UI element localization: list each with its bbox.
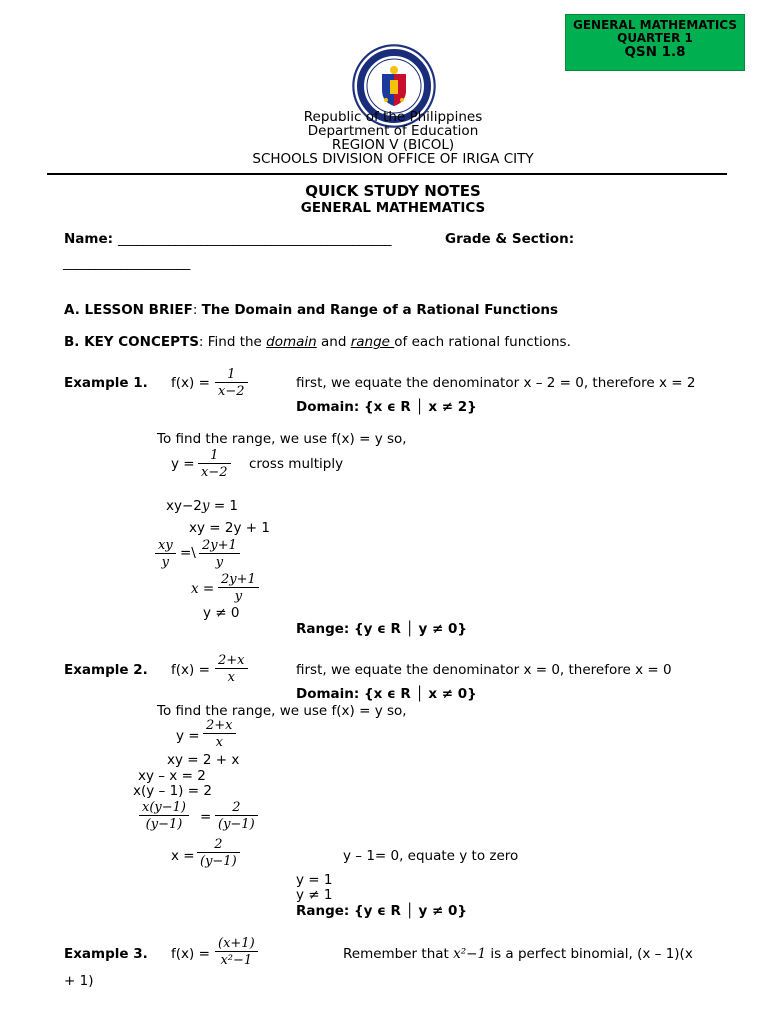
- fraction-denominator: y: [199, 553, 240, 570]
- note-text: Remember that: [343, 946, 454, 962]
- page-title: QUICK STUDY NOTES: [305, 182, 481, 200]
- example3-f: f(x) =: [171, 946, 210, 962]
- step-text: = 1: [209, 498, 239, 514]
- example3-label: Example 3.: [64, 946, 148, 962]
- badge-code: QSN 1.8: [624, 44, 686, 60]
- fraction-denominator: (y−1): [139, 815, 189, 832]
- example2-step2: xy – x = 2: [138, 768, 206, 784]
- example3-note: [343, 946, 693, 962]
- example1-label: Example 1.: [64, 375, 148, 391]
- quarter-badge: [565, 14, 745, 71]
- example1-step5: y ≠ 0: [203, 605, 240, 621]
- example1-step4-fraction: [218, 572, 259, 604]
- example2-note: first, we equate the denominator x = 0, therefore x = 0: [296, 662, 672, 678]
- example2-f: f(x) =: [171, 662, 210, 678]
- fraction-denominator: y: [218, 587, 259, 604]
- fraction-denominator: x−2: [215, 382, 248, 399]
- header-republic: Republic of the Philippines: [303, 109, 483, 125]
- example1-y-eq: y =: [171, 456, 195, 472]
- example1-step2: xy = 2y + 1: [189, 520, 270, 536]
- example2-y-eq: y =: [176, 728, 200, 744]
- key-concepts-text3: of each rational functions.: [394, 334, 571, 350]
- example2-step5-note: y – 1= 0, equate y to zero: [343, 848, 519, 864]
- fraction-denominator: y: [155, 553, 176, 570]
- step-var: y: [201, 498, 210, 514]
- example1-step4-x: x =: [191, 581, 215, 597]
- example1-range: Range: {y ϵ R │ y ≠ 0}: [296, 621, 467, 637]
- name-blank: ___________________________________________: [118, 231, 392, 247]
- fraction-numerator: 2+x: [206, 718, 233, 733]
- range-term: range: [350, 334, 395, 350]
- fraction-numerator: 2+x: [218, 653, 245, 668]
- fraction-denominator: (y−1): [215, 815, 258, 832]
- example2-step4-right: [215, 800, 258, 832]
- fraction-numerator: 2y+1: [202, 538, 237, 553]
- fraction-denominator: x: [215, 668, 248, 685]
- example2-step3: x(y – 1) = 2: [133, 783, 212, 799]
- lesson-brief-topic: The Domain and Range of a Rational Functions: [201, 302, 559, 318]
- fraction-denominator: x²−1: [215, 951, 258, 968]
- header-department: Department of Education: [307, 123, 479, 139]
- example3-fraction: [215, 936, 258, 968]
- example1-cross-multiply: cross multiply: [249, 456, 344, 472]
- example2-range: Range: {y ϵ R │ y ≠ 0}: [296, 903, 467, 919]
- key-concepts-text2: and: [316, 334, 351, 350]
- example2-step7: y ≠ 1: [296, 887, 333, 903]
- key-concepts-text1: : Find the: [198, 334, 267, 350]
- example1-y-fraction: [198, 448, 231, 480]
- example2-step5-fraction: [197, 837, 240, 869]
- fraction-numerator: 2: [232, 800, 241, 815]
- example2-step6: y = 1: [296, 872, 333, 888]
- fraction-numerator: x(y−1): [142, 800, 186, 815]
- header-region: REGION V (BICOL): [331, 137, 455, 153]
- example2-range-intro: To find the range, we use f(x) = y so,: [157, 703, 407, 719]
- example1-step3-left: [155, 538, 176, 570]
- example1-step3-eq: =\: [180, 545, 196, 561]
- example2-y-fraction: [203, 718, 236, 750]
- example2-step4-left: [139, 800, 189, 832]
- header-division: SCHOOLS DIVISION OFFICE OF IRIGA CITY: [252, 151, 534, 167]
- header-divider: [47, 173, 727, 175]
- example1-step1: [166, 498, 238, 514]
- fraction-denominator: x−2: [198, 463, 231, 480]
- fraction-numerator: 2y+1: [221, 572, 256, 587]
- fraction-numerator: 1: [227, 367, 236, 382]
- key-concepts-label: B. KEY CONCEPTS: [64, 334, 199, 350]
- lesson-brief: A. LESSON BRIEF: The Domain and Range of a Rational Functions: [64, 302, 559, 318]
- example1-domain: Domain: {x ϵ R │ x ≠ 2}: [296, 399, 477, 415]
- domain-term: domain: [266, 334, 317, 350]
- fraction-numerator: 1: [210, 448, 219, 463]
- fraction-denominator: (y−1): [197, 852, 240, 869]
- example1-range-intro: To find the range, we use f(x) = y so,: [157, 431, 407, 447]
- example1-f: f(x) =: [171, 375, 210, 391]
- key-concepts: [64, 334, 571, 350]
- fraction-numerator: (x+1): [218, 936, 255, 951]
- example2-domain: Domain: {x ϵ R │ x ≠ 0}: [296, 686, 477, 702]
- note-math: x²−1: [453, 946, 487, 962]
- example3-note-cont: + 1): [64, 973, 94, 989]
- example2-step5-x: x =: [171, 848, 195, 864]
- example2-fraction: [215, 653, 248, 685]
- grade-section-blank: ____________________: [63, 255, 191, 271]
- example1-step3-right: [199, 538, 240, 570]
- name-label: Name:: [64, 231, 114, 247]
- page-subtitle: GENERAL MATHEMATICS: [300, 200, 486, 216]
- badge-quarter: QUARTER 1: [617, 31, 693, 45]
- fraction-numerator: 2: [214, 837, 223, 852]
- fraction-numerator: xy: [158, 538, 173, 553]
- example1-note: first, we equate the denominator x – 2 = 0, therefore x = 2: [296, 375, 696, 391]
- example1-fraction: [215, 367, 248, 399]
- note-text: is a perfect binomial, (x – 1)(x: [486, 946, 693, 962]
- example2-step1: xy = 2 + x: [167, 752, 240, 768]
- example2-step4-eq: =: [200, 809, 212, 825]
- example2-label: Example 2.: [64, 662, 148, 678]
- badge-subject: GENERAL MATHEMATICS: [573, 18, 737, 32]
- step-text: xy−2: [166, 498, 202, 514]
- lesson-brief-label: A. LESSON BRIEF: [64, 302, 193, 318]
- fraction-denominator: x: [203, 733, 236, 750]
- grade-section-label: Grade & Section:: [445, 231, 575, 247]
